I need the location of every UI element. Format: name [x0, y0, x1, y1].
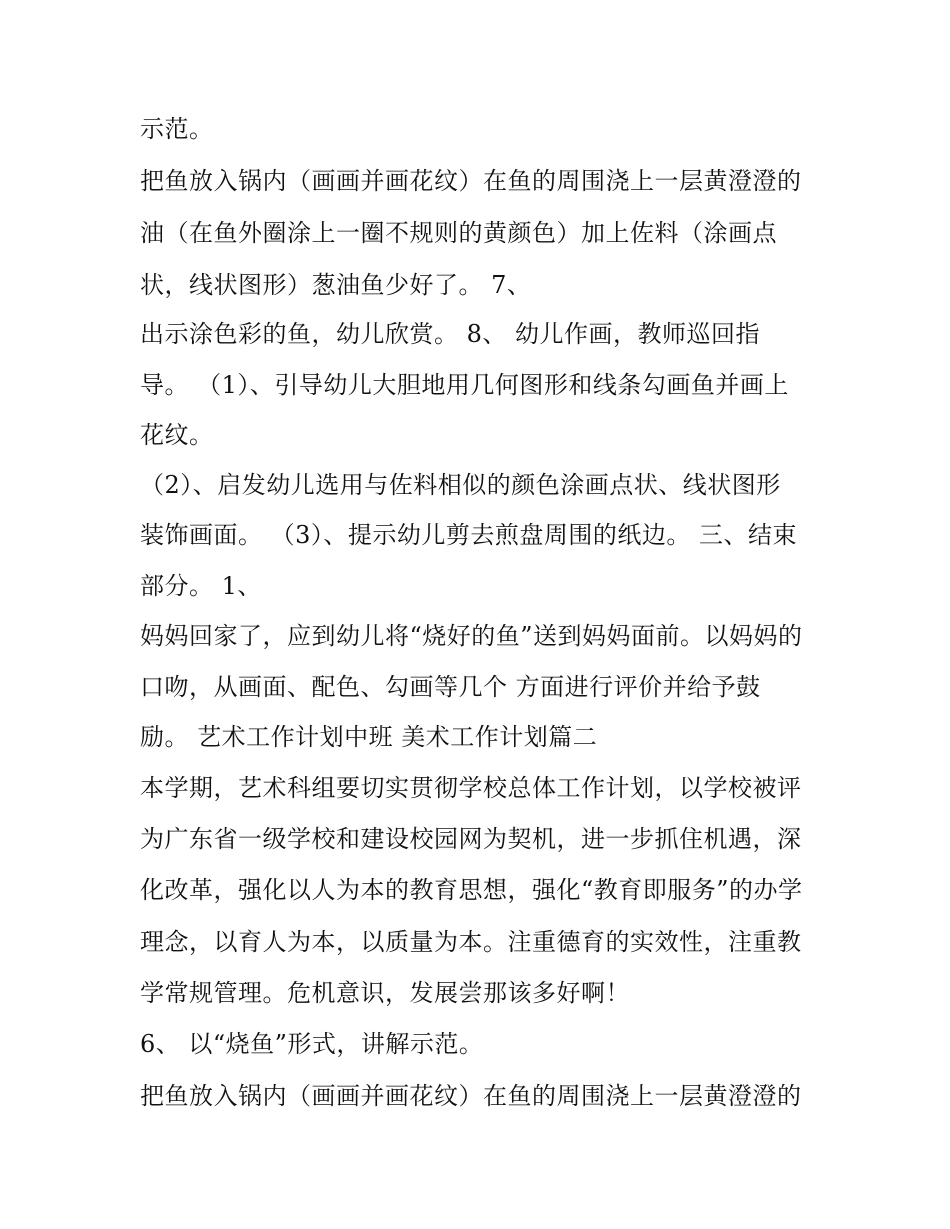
text-line: 状，线状图形）葱油鱼少好了。 7、 [140, 271, 532, 299]
text-line: 化改革，强化以人为本的教育思想，强化“教育即服务”的办学 [140, 876, 803, 904]
text-line: 6、 以“烧鱼”形式，讲解示范。 [140, 1030, 484, 1058]
text-line: 把鱼放入锅内（画画并画花纹）在鱼的周围浇上一层黄澄澄的 [140, 1082, 802, 1110]
text-line: 把鱼放入锅内（画画并画花纹）在鱼的周围浇上一层黄澄澄的 [140, 167, 802, 195]
text-line: 为广东省一级学校和建设校园网为契机，进一步抓住机遇，深 [140, 825, 802, 853]
text-line: 理念，以育人为本，以质量为本。注重德育的实效性，注重教 [140, 928, 802, 956]
text-line: 导。 （1）、引导幼儿大胆地用几何图形和线条勾画鱼并画上 [140, 371, 789, 399]
text-line: 出示涂色彩的鱼，幼儿欣赏。 8、 幼儿作画，教师巡回指 [140, 320, 761, 348]
text-line: 励。 艺术工作计划中班 美术工作计划篇二 [140, 723, 598, 751]
text-line: 本学期，艺术科组要切实贯彻学校总体工作计划，以学校被评 [140, 774, 802, 802]
text-line: 花纹。 [140, 421, 214, 449]
text-line: 油（在鱼外圈涂上一圈不规则的黄颜色）加上佐料（涂画点 [140, 219, 777, 247]
text-line: 妈妈回家了，应到幼儿将“烧好的鱼”送到妈妈面前。以妈妈的 [140, 622, 803, 650]
text-line: 装饰画面。 （3）、提示幼儿剪去煎盘周围的纸边。 三、结束 [140, 521, 798, 549]
text-line: 口吻，从画面、配色、勾画等几个 方面进行评价并给予鼓 [140, 673, 761, 701]
text-line: 示范。 [140, 115, 214, 143]
text-line: （2）、启发幼儿选用与佐料相似的颜色涂画点状、线状图形 [140, 471, 781, 499]
text-line: 学常规管理。危机意识，发展尝那该多好啊！ [140, 979, 630, 1007]
text-line: 部分。 1、 [140, 572, 262, 600]
